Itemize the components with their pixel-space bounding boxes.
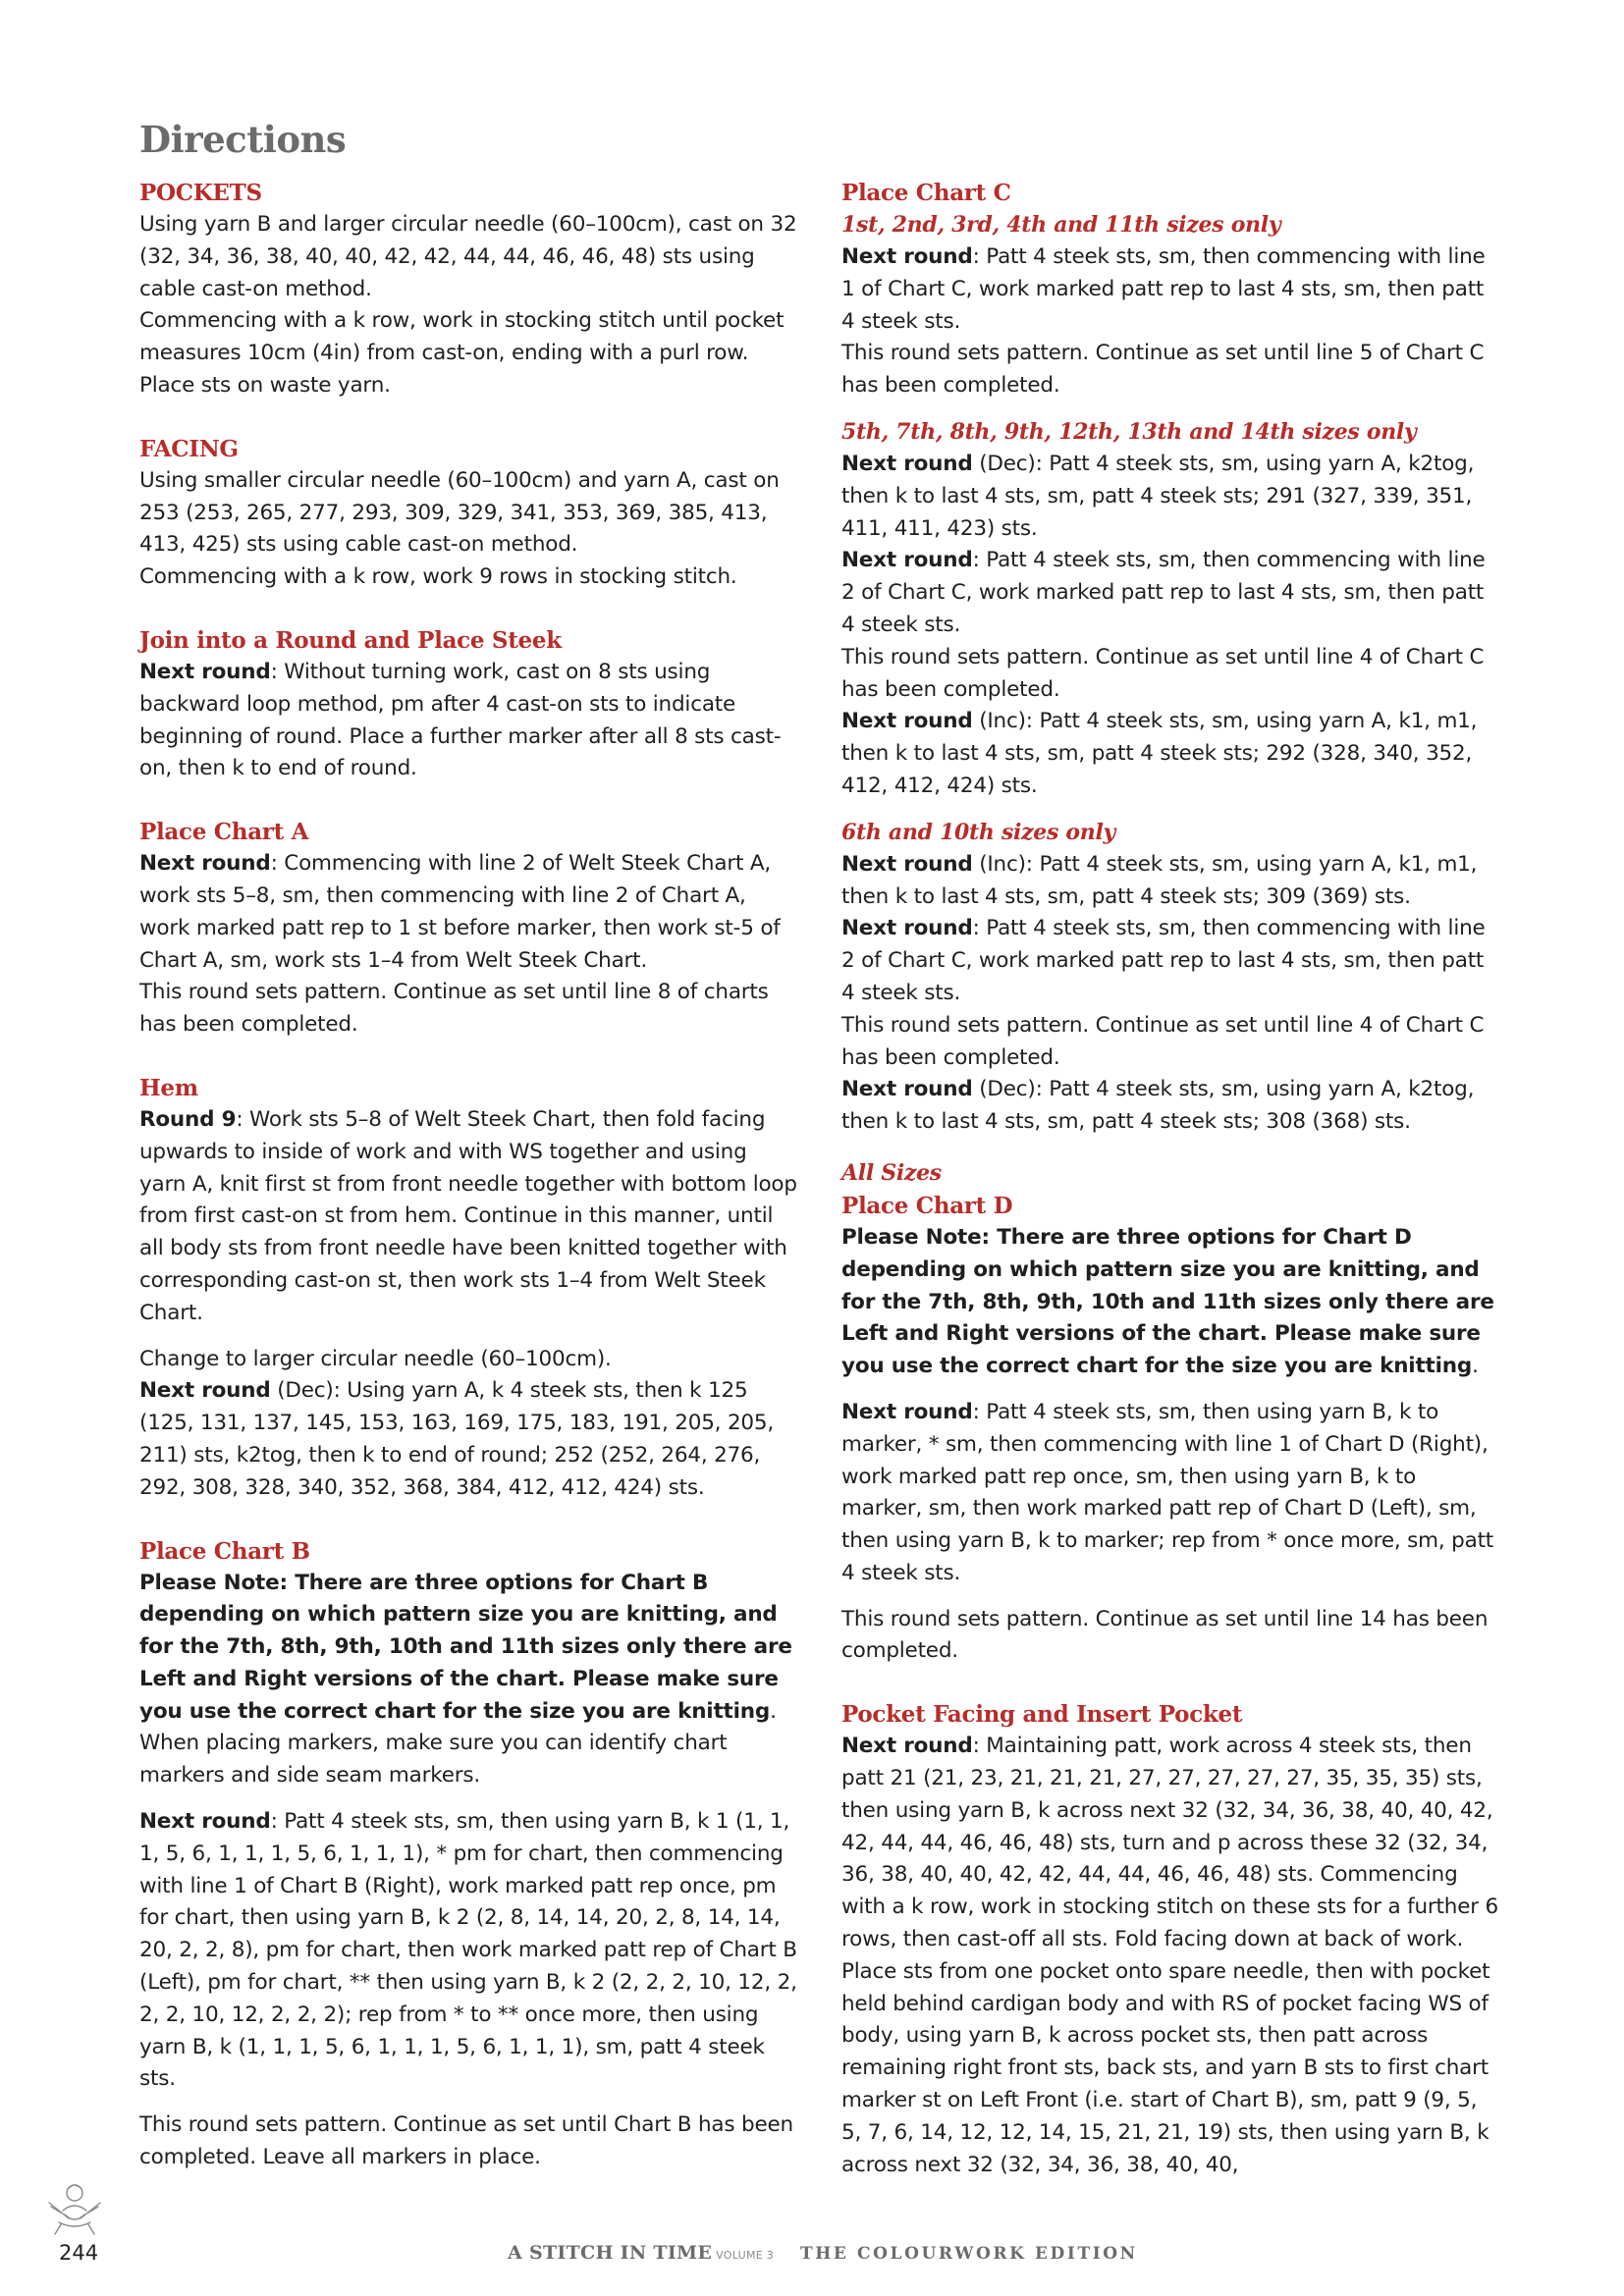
round-label: Next round xyxy=(841,916,973,941)
paragraph: Commencing with a k row, work 9 rows in stocking stitch. xyxy=(139,564,737,590)
paragraph xyxy=(841,706,1501,802)
round-label: Next round xyxy=(841,548,973,573)
paragraph xyxy=(841,1074,1501,1139)
round-label: Next round xyxy=(841,1399,973,1424)
round-label: Next round xyxy=(139,1378,271,1404)
round-text: (Dec): Patt 4 steek sts, sm, using yarn A, k2tog, then k to last 4 sts, sm, patt 4 steek sts; 308 (368) sts. xyxy=(841,1077,1475,1135)
paragraph xyxy=(841,545,1501,641)
section-hem xyxy=(139,1072,799,1505)
paragraph xyxy=(841,241,1501,338)
paragraph xyxy=(841,913,1501,1009)
page-title: Directions xyxy=(139,118,347,161)
round-text: (Inc): Patt 4 steek sts, sm, using yarn A, k1, m1, then k to last 4 sts, sm, patt 4 steek sts; 292 (328, 340, 352, 412, 412, 424) sts. xyxy=(841,709,1478,798)
round-label: Next round xyxy=(841,709,973,734)
round-text: : Patt 4 steek sts, sm, then commencing with line 1 of Chart C, work marked patt rep to last 4 sts, sm, then patt 4 steek sts. xyxy=(841,244,1486,334)
paragraph: This round sets pattern. Continue as set until line 4 of Chart C has been completed. xyxy=(841,1012,1485,1070)
round-text: (Dec): Using yarn A, k 4 steek sts, then k 125 (125, 131, 137, 145, 153, 163, 169, 175, 183, 191, 205, 205, 211) sts, k2tog, then k to end of round; 252 (252, 264, 276, 292, 308, 328, 340, 352, 368, 384, 412, 412, 424) sts. xyxy=(139,1378,775,1500)
round-text: : Patt 4 steek sts, sm, then using yarn B, k to marker, * sm, then commencing with line 1 of Chart D (Right), work marked patt rep once, sm, then using yarn B, k to marker, sm, then work marked patt rep of Chart D (Left), sm, then using yarn B, k to marker; rep from * once more, sm, patt 4 steek sts. xyxy=(841,1399,1494,1585)
section-heading: POCKETS xyxy=(139,180,262,206)
paragraph: This round sets pattern. Continue as set until line 8 of charts has been completed. xyxy=(139,980,769,1038)
volume-label: VOLUME 3 xyxy=(716,2249,775,2262)
footer-book-title xyxy=(508,2242,774,2264)
paragraph xyxy=(841,1397,1501,1590)
round-label: Next round xyxy=(841,851,973,877)
round-text: : Patt 4 steek sts, sm, then commencing with line 2 of Chart C, work marked patt rep to last 4 sts, sm, then patt 4 steek sts. xyxy=(841,916,1486,1005)
section-heading: FACING xyxy=(139,435,239,462)
section-heading: Place Chart A xyxy=(139,819,309,846)
section-heading: Place Chart D xyxy=(841,1192,1013,1219)
paragraph: Commencing with a k row, work in stocking stitch until pocket measures 10cm (4in) from cast-on, ending with a purl row. Place sts on waste yarn. xyxy=(139,308,785,398)
round-label: Next round xyxy=(139,1809,271,1835)
paragraph xyxy=(841,849,1501,914)
section-heading: Place Chart C xyxy=(841,180,1011,206)
paragraph: Using yarn B and larger circular needle (60–100cm), cast on 32 (32, 34, 36, 38, 40, 40, 42, 42, 44, 44, 46, 46, 48) sts using cable cast-on method. xyxy=(139,212,797,301)
round-label: Next round xyxy=(139,659,271,684)
paragraph xyxy=(139,657,799,785)
section-join-round xyxy=(139,624,799,785)
paragraph xyxy=(841,449,1501,545)
section-pocket-facing xyxy=(841,1698,1501,2181)
section-heading: Hem xyxy=(139,1074,198,1101)
sub-heading: 1st, 2nd, 3rd, 4th and 11th sizes only xyxy=(841,212,1281,238)
sub-heading: 5th, 7th, 8th, 9th, 12th, 13th and 14th sizes only xyxy=(841,418,1417,445)
round-label: Next round xyxy=(841,451,973,476)
note-text: Please Note: There are three options for Chart D depending on which pattern size you are knitting, and for the 7th, 8th, 9th, 10th and 11th sizes only there are Left and Right versions of the chart. Please make sure you use the correct chart for the size you are knitting xyxy=(841,1224,1494,1379)
note-text: Please Note: There are three options for Chart B depending on which pattern size you are knitting, and for the 7th, 8th, 9th, 10th and 11th sizes only there are Left and Right versions of the chart. Please make sure you use the correct chart for the size you are knitting xyxy=(139,1570,792,1724)
paragraph: Using smaller circular needle (60–100cm) and yarn A, cast on 253 (253, 265, 277, 293, 309, 329, 341, 353, 369, 385, 413, 413, 425) sts using cable cast-on method. xyxy=(139,467,780,558)
note-end: . xyxy=(1472,1354,1479,1379)
round-text: : Patt 4 steek sts, sm, then commencing with line 2 of Chart C, work marked patt rep to last 4 sts, sm, then patt 4 steek sts. xyxy=(841,548,1486,637)
section-facing xyxy=(139,433,799,594)
section-chart-c xyxy=(841,177,1501,1139)
paragraph xyxy=(139,1104,799,1330)
paragraph xyxy=(139,848,799,977)
paragraph: This round sets pattern. Continue as set until Chart B has been completed. Leave all markers in place. xyxy=(139,2112,793,2170)
round-text: : Commencing with line 2 of Welt Steek Chart A, work sts 5–8, sm, then commencing with line 2 of Chart A, work marked patt rep to 1 st before marker, then work st-5 of Chart A, sm, work sts 1–4 from Welt Steek Chart. xyxy=(139,851,781,973)
section-chart-d xyxy=(841,1157,1501,1668)
round-text: : Work sts 5–8 of Welt Steek Chart, then fold facing upwards to inside of work and with WS together and using yarn A, knit first st from front needle together with bottom loop from first cast-on st from hem. Continue in this manner, until all body sts from front needle have been knitted together with corresponding cast-on st, then work sts 1–4 from Welt Steek Chart. xyxy=(139,1106,797,1325)
knitter-mascot-icon xyxy=(39,2179,110,2244)
round-label: Next round xyxy=(139,851,271,877)
book-title: A STITCH IN TIME xyxy=(508,2242,713,2264)
paragraph: This round sets pattern. Continue as set until line 4 of Chart C has been completed. xyxy=(841,644,1485,702)
paragraph: When placing markers, make sure you can identify chart markers and side seam markers. xyxy=(139,1731,728,1789)
left-column xyxy=(139,177,799,2205)
paragraph: This round sets pattern. Continue as set until line 14 has been completed. xyxy=(841,1606,1489,1664)
paragraph xyxy=(139,1806,799,2096)
round-text: (Dec): Patt 4 steek sts, sm, using yarn A, k2tog, then k to last 4 sts, sm, patt 4 steek sts; 291 (327, 339, 351, 411, 411, 423) sts. xyxy=(841,451,1475,541)
footer-edition: THE COLOURWORK EDITION xyxy=(800,2244,1138,2264)
round-label: Next round xyxy=(841,1734,973,1759)
right-column xyxy=(841,177,1501,2212)
paragraph: Change to larger circular needle (60–100cm). xyxy=(139,1346,612,1371)
round-text: : Maintaining patt, work across 4 steek sts, then patt 21 (21, 23, 21, 21, 21, 27, 27, 27, 27, 27, 35, 35, 35) sts, then using yarn B, k across next 32 (32, 34, 36, 38, 40, 40, 42, 42, 44, 44, 46, 46, 48) sts, turn and p across these 32 (32, 34, 36, 38, 40, 40, 42, 42, 44, 44, 46, 46, 48) sts. Commencing with a k row, work in stocking stitch on these sts for a further 6 rows, then cast-off all sts. Fold facing down at back of work. Place sts from one pocket onto spare needle, then with pocket held behind cardigan body and with RS of pocket facing WS of body, using yarn B, k across pocket sts, then patt across remaining right front sts, back sts, and yarn B sts to first chart marker st on Left Front (i.e. start of Chart B), sm, patt 9 (9, 5, 5, 7, 6, 14, 12, 12, 14, 15, 21, 21, 19) sts, then using yarn B, k across next 32 (32, 34, 36, 38, 40, 40, xyxy=(841,1734,1498,2177)
sub-heading: All Sizes xyxy=(841,1159,942,1186)
round-text: : Without turning work, cast on 8 sts using backward loop method, pm after 4 cast-on sts to indicate beginning of round. Place a further marker after all 8 sts cast-on, then k to end of round. xyxy=(139,659,782,781)
section-heading: Join into a Round and Place Steek xyxy=(139,626,562,654)
sub-heading: 6th and 10th sizes only xyxy=(841,819,1116,845)
paragraph xyxy=(139,1375,799,1504)
note-end: . xyxy=(770,1698,777,1724)
round-label: Next round xyxy=(841,244,973,269)
round-label: Round 9 xyxy=(139,1106,237,1132)
section-chart-b xyxy=(139,1535,799,2174)
section-pockets xyxy=(139,177,799,402)
paragraph xyxy=(841,1731,1501,2181)
page-number: 244 xyxy=(59,2241,99,2265)
note-paragraph xyxy=(841,1222,1501,1383)
note-paragraph xyxy=(139,1568,799,1729)
section-chart-a xyxy=(139,816,799,1041)
round-label: Next round xyxy=(841,1077,973,1102)
section-heading: Place Chart B xyxy=(139,1537,310,1565)
round-text: : Patt 4 steek sts, sm, then using yarn B, k 1 (1, 1, 1, 5, 6, 1, 1, 1, 5, 6, 1, 1, 1), * pm for chart, then commencing with line 1 of Chart B (Right), work marked patt rep once, pm for chart, then using yarn B, k 2 (2, 8, 14, 14, 20, 2, 8, 14, 14, 20, 2, 2, 8), pm for chart, then work marked patt rep of Chart B (Left), pm for chart, ** then using yarn B, k 2 (2, 2, 2, 10, 12, 2, 2, 2, 10, 12, 2, 2, 2); rep from * to ** once more, then using yarn B, k (1, 1, 1, 5, 6, 1, 1, 1, 5, 6, 1, 1, 1), sm, patt 4 steek sts. xyxy=(139,1809,797,2092)
round-text: (Inc): Patt 4 steek sts, sm, using yarn A, k1, m1, then k to last 4 sts, sm, patt 4 steek sts; 309 (369) sts. xyxy=(841,851,1478,909)
section-heading: Pocket Facing and Insert Pocket xyxy=(841,1701,1243,1729)
paragraph: This round sets pattern. Continue as set until line 5 of Chart C has been completed. xyxy=(841,341,1485,399)
